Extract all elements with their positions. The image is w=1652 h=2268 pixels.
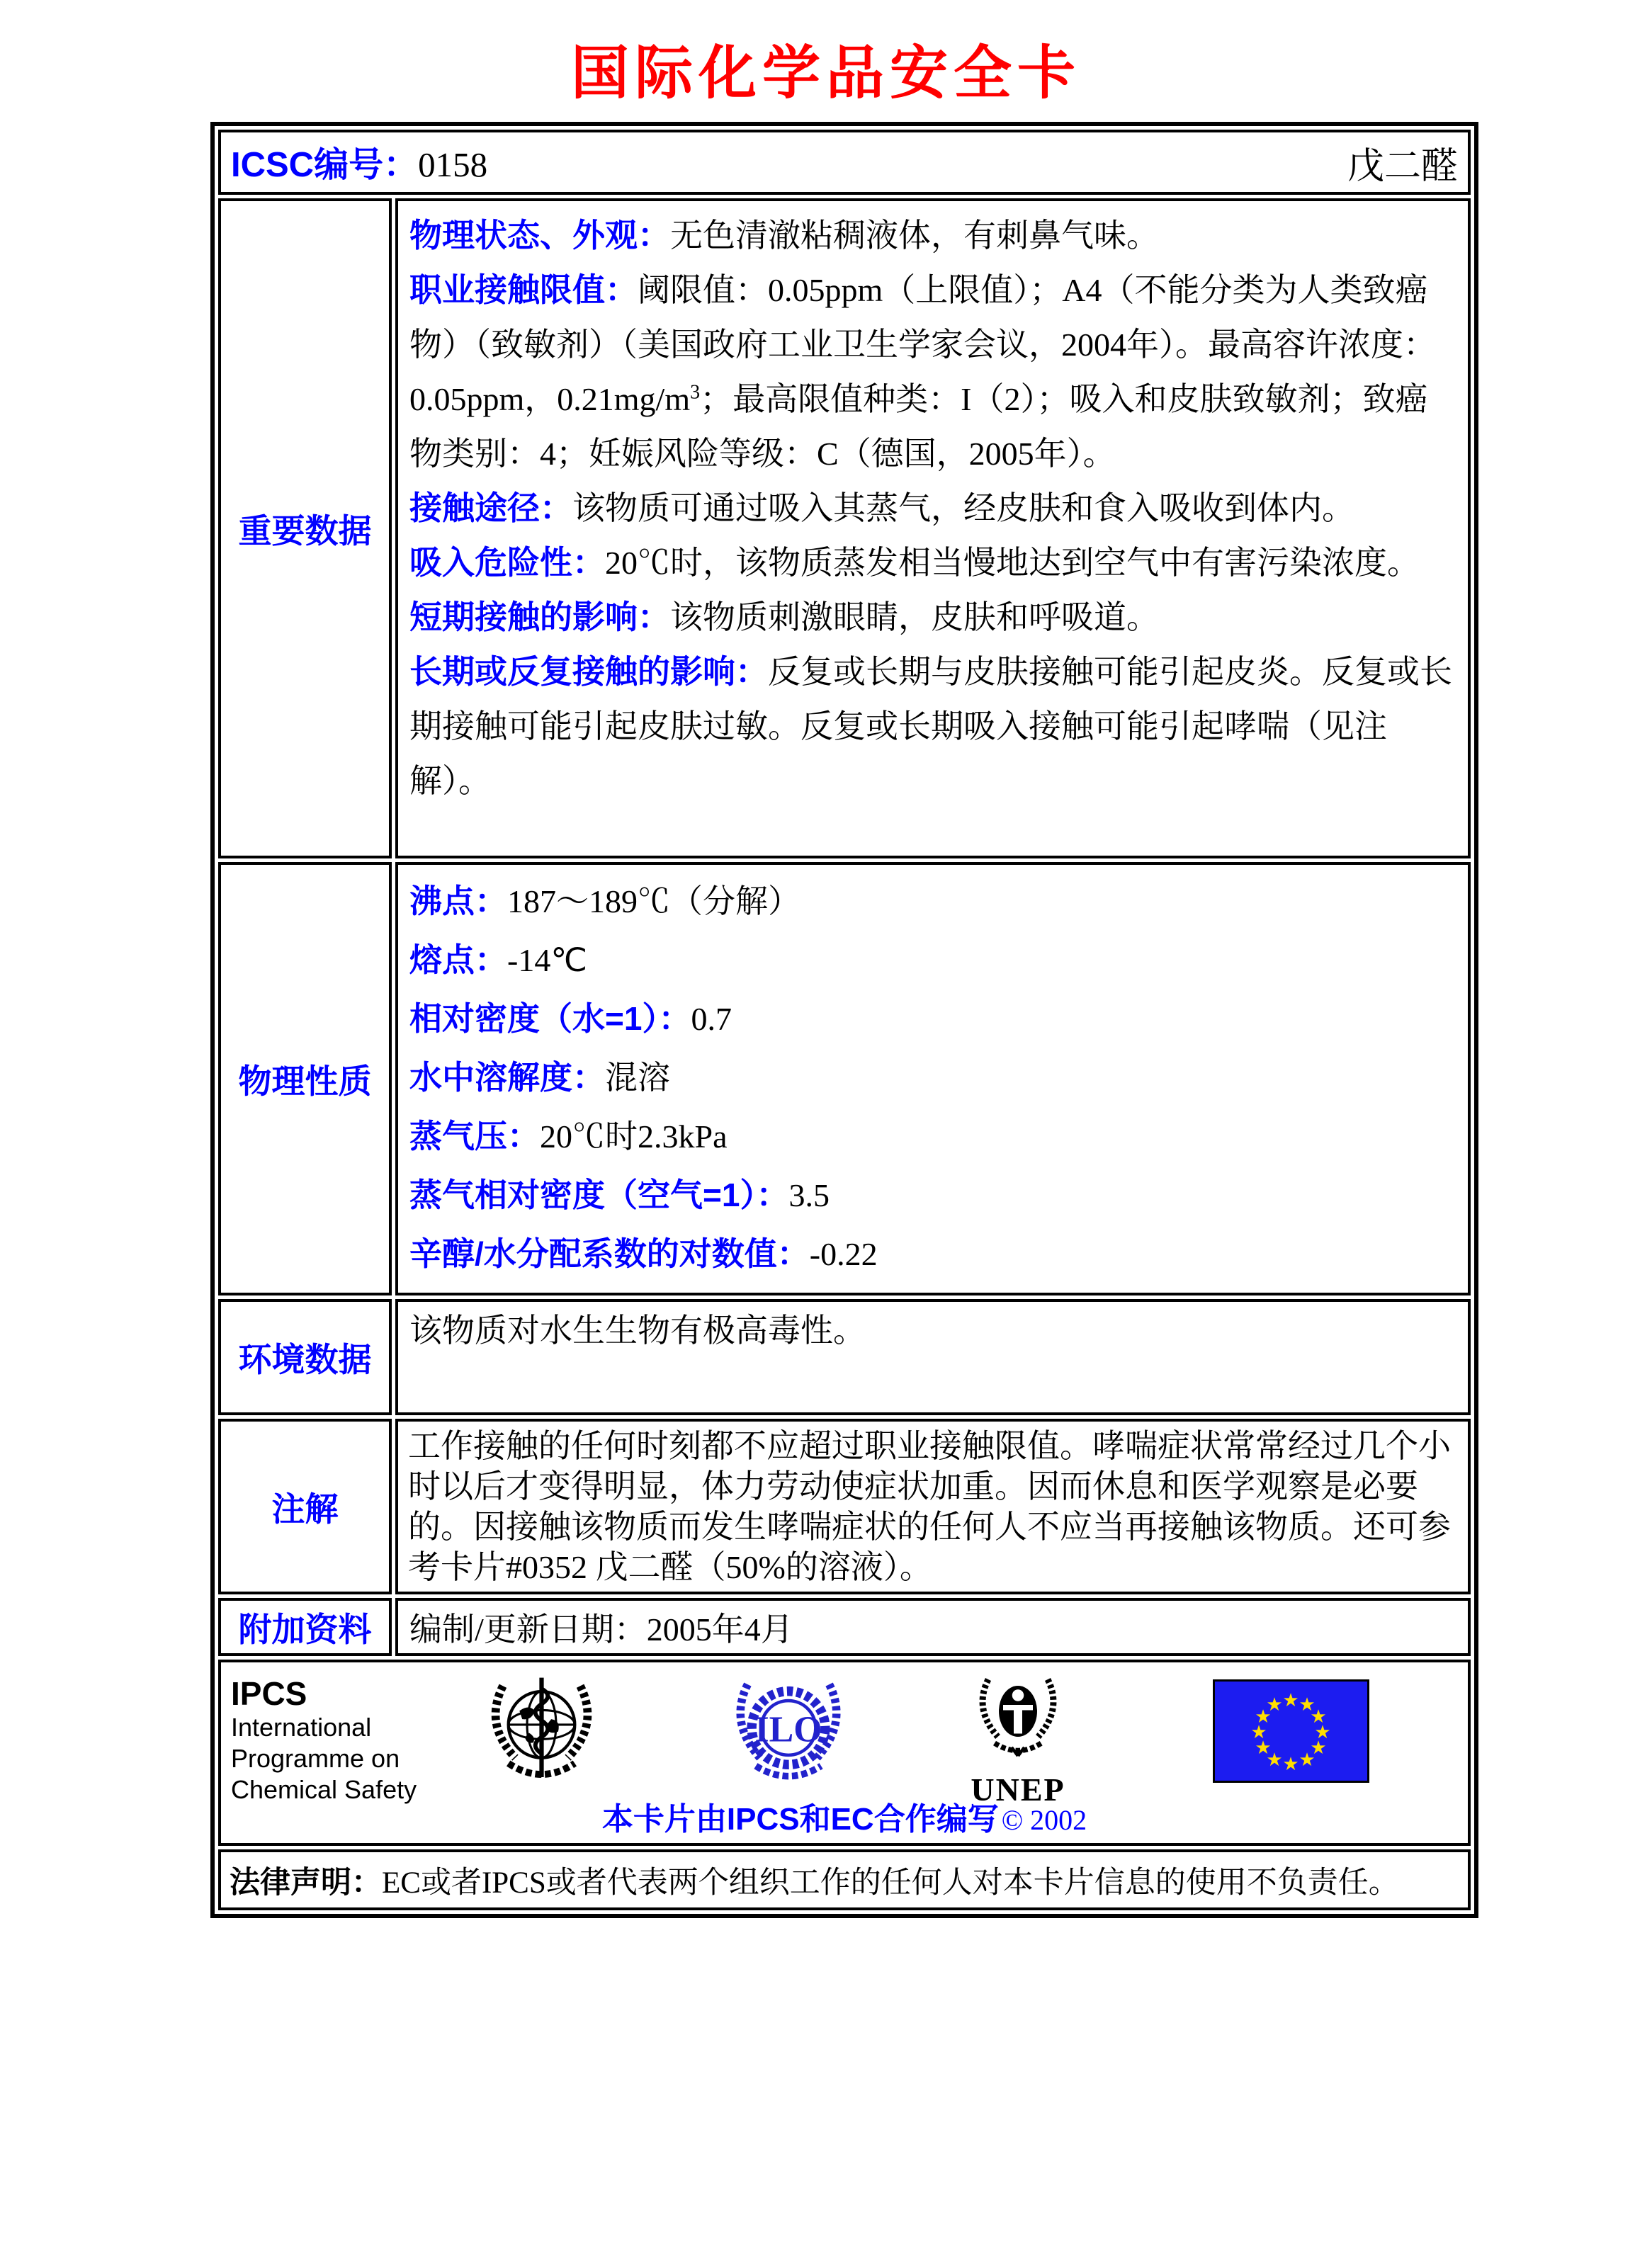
property-label: 辛醇/水分配系数的对数值： xyxy=(409,1235,810,1272)
section-label-text: 注解 xyxy=(271,1490,339,1528)
property-value: 20℃时2.3kPa xyxy=(540,1118,728,1155)
property-label: 蒸气压： xyxy=(409,1118,540,1155)
icsc-number-group xyxy=(231,137,487,187)
item-text: 该物质刺激眼睛，皮肤和呼吸道。 xyxy=(670,599,1159,635)
svg-text:★: ★ xyxy=(1255,1706,1272,1728)
important-data-item xyxy=(409,645,1456,808)
svg-text:★: ★ xyxy=(1255,1737,1272,1759)
property-value: 混溶 xyxy=(605,1060,670,1096)
notes-content xyxy=(395,1419,1471,1594)
item-label: 短期接触的影响： xyxy=(409,599,670,635)
ipcs-line: International xyxy=(231,1713,372,1742)
property-label: 水中溶解度： xyxy=(409,1059,605,1096)
eu-flag-icon xyxy=(1213,1679,1369,1783)
physical-properties-row xyxy=(218,862,1471,1295)
logos-cell xyxy=(218,1660,1471,1846)
unep-logo-block xyxy=(958,1667,1078,1807)
header-row xyxy=(218,130,1471,195)
legal-text: EC或者IPCS或者代表两个组织工作的任何人对本卡片信息的使用不负责任。 xyxy=(382,1866,1399,1900)
property-label: 沸点： xyxy=(409,883,507,919)
item-label: 吸入危险性： xyxy=(409,544,605,581)
additional-info-row xyxy=(218,1598,1471,1656)
page-title: 国际化学品安全卡 xyxy=(570,41,1081,106)
important-data-item xyxy=(409,590,1456,645)
property-value: -0.22 xyxy=(809,1236,878,1272)
ilo-logo-icon xyxy=(720,1668,856,1804)
property-label: 相对密度（水=1）： xyxy=(409,1000,691,1037)
svg-text:★: ★ xyxy=(1310,1737,1327,1759)
property-line xyxy=(409,1225,1456,1283)
svg-text:★: ★ xyxy=(1314,1722,1331,1743)
copyright-text: © 2002 xyxy=(1001,1804,1087,1836)
notes-text: 工作接触的任何时刻都不应超过职业接触限值。哮喘症状常常经过几个小时以后才变得明显，体力劳动使症状加重。因而休息和医学观察是必要的。因接触该物质而发生哮喘症状的任何人不应当再接触该物质。还可参考卡片#0352 戊二醛（50%的溶液）。 xyxy=(408,1428,1451,1585)
section-label-text: 物理性质 xyxy=(238,1062,372,1100)
additional-info-content xyxy=(395,1598,1471,1656)
ipcs-text-block xyxy=(231,1675,417,1805)
item-text: 阈限值：0.05ppm（上限值）；A4（不能分类为人类致癌物）（致敏剂）（美国政府工业卫生学家会议，2004年）。最高容许浓度：0.05ppm，0.21mg/m xyxy=(409,272,1436,417)
property-line xyxy=(409,1048,1456,1107)
svg-text:★: ★ xyxy=(1299,1750,1316,1771)
svg-text:★: ★ xyxy=(1266,1750,1283,1771)
svg-text:★: ★ xyxy=(1310,1706,1327,1728)
header-cell xyxy=(218,130,1471,195)
item-text: 该物质可通过吸入其蒸气，经皮肤和食入吸收到体内。 xyxy=(572,490,1354,526)
property-value: 0.7 xyxy=(691,1001,732,1037)
icsc-card-table xyxy=(210,122,1478,1918)
property-value: -14℃ xyxy=(507,942,587,978)
property-value: 187～189℃（分解） xyxy=(507,883,800,919)
property-line xyxy=(409,990,1456,1048)
section-label-important-data xyxy=(218,198,392,858)
property-line xyxy=(409,872,1456,931)
environmental-data-content xyxy=(395,1299,1471,1415)
svg-text:★: ★ xyxy=(1299,1694,1316,1716)
item-label: 职业接触限值： xyxy=(409,271,638,308)
unep-letters: UNEP xyxy=(971,1771,1065,1808)
svg-text:★: ★ xyxy=(1282,1754,1299,1775)
important-data-row xyxy=(218,198,1471,858)
who-logo-icon xyxy=(473,1667,611,1805)
property-line xyxy=(409,1107,1456,1166)
superscript: 3 xyxy=(690,381,701,404)
icsc-number-value: 0158 xyxy=(418,145,488,184)
environmental-data-text: 该物质对水生生物有极高毒性。 xyxy=(409,1312,866,1349)
additional-info-text: 编制/更新日期：2005年4月 xyxy=(409,1611,793,1648)
important-data-item xyxy=(409,208,1456,263)
section-label-additional-info xyxy=(218,1598,392,1656)
svg-text:★: ★ xyxy=(1250,1722,1267,1743)
ipcs-line: Programme on xyxy=(231,1744,400,1773)
property-label: 熔点： xyxy=(409,941,507,978)
logos-row xyxy=(218,1660,1471,1846)
unep-logo-icon xyxy=(965,1667,1071,1773)
important-data-item xyxy=(409,481,1456,535)
property-value: 3.5 xyxy=(788,1177,830,1213)
svg-text:★: ★ xyxy=(1282,1690,1299,1711)
ilo-letters: ILO xyxy=(754,1709,822,1750)
legal-row xyxy=(218,1849,1471,1910)
important-data-item xyxy=(409,535,1456,590)
section-label-environmental-data xyxy=(218,1299,392,1415)
physical-properties-content xyxy=(395,862,1471,1295)
ipcs-line: Chemical Safety xyxy=(231,1775,417,1804)
notes-row xyxy=(218,1419,1471,1594)
property-label: 蒸气相对密度（空气=1）： xyxy=(409,1176,789,1213)
item-text: 20℃时，该物质蒸发相当慢地达到空气中有害污染浓度。 xyxy=(605,545,1420,581)
section-label-text: 附加资料 xyxy=(238,1610,372,1648)
property-line xyxy=(409,1166,1456,1225)
property-line xyxy=(409,931,1456,990)
icsc-number-label: ICSC编号： xyxy=(231,146,419,184)
item-label: 物理状态、外观： xyxy=(409,217,670,254)
cooperation-text: 本卡片由IPCS和EC合作编写 xyxy=(601,1802,999,1837)
important-data-content xyxy=(395,198,1471,858)
section-label-text: 重要数据 xyxy=(238,511,372,550)
legal-cell xyxy=(218,1849,1471,1910)
item-text: 反复或长期与皮肤接触可能引起皮炎。反复或长期接触可能引起皮肤过敏。反复或长期吸入接触可能引起哮喘（见注解）。 xyxy=(409,654,1452,799)
item-label: 长期或反复接触的影响： xyxy=(409,653,768,690)
section-label-physical-properties xyxy=(218,862,392,1295)
section-label-text: 环境数据 xyxy=(238,1340,372,1378)
cooperation-line xyxy=(221,1793,1468,1839)
section-label-notes xyxy=(218,1419,392,1594)
legal-label: 法律声明： xyxy=(230,1865,382,1900)
ipcs-acronym: IPCS xyxy=(231,1675,307,1712)
item-text: 无色清澈粘稠液体，有刺鼻气味。 xyxy=(670,217,1159,254)
important-data-item xyxy=(409,263,1456,481)
item-text: ；最高限值种类：I（2）；吸入和皮肤致敏剂；致癌物类别：4；妊娠风险等级：C（德国，2005年）。 xyxy=(409,381,1428,472)
item-label: 接触途径： xyxy=(409,489,572,526)
environmental-data-row xyxy=(218,1299,1471,1415)
chemical-name: 戊二醛 xyxy=(1347,146,1458,187)
svg-text:★: ★ xyxy=(1266,1694,1283,1716)
